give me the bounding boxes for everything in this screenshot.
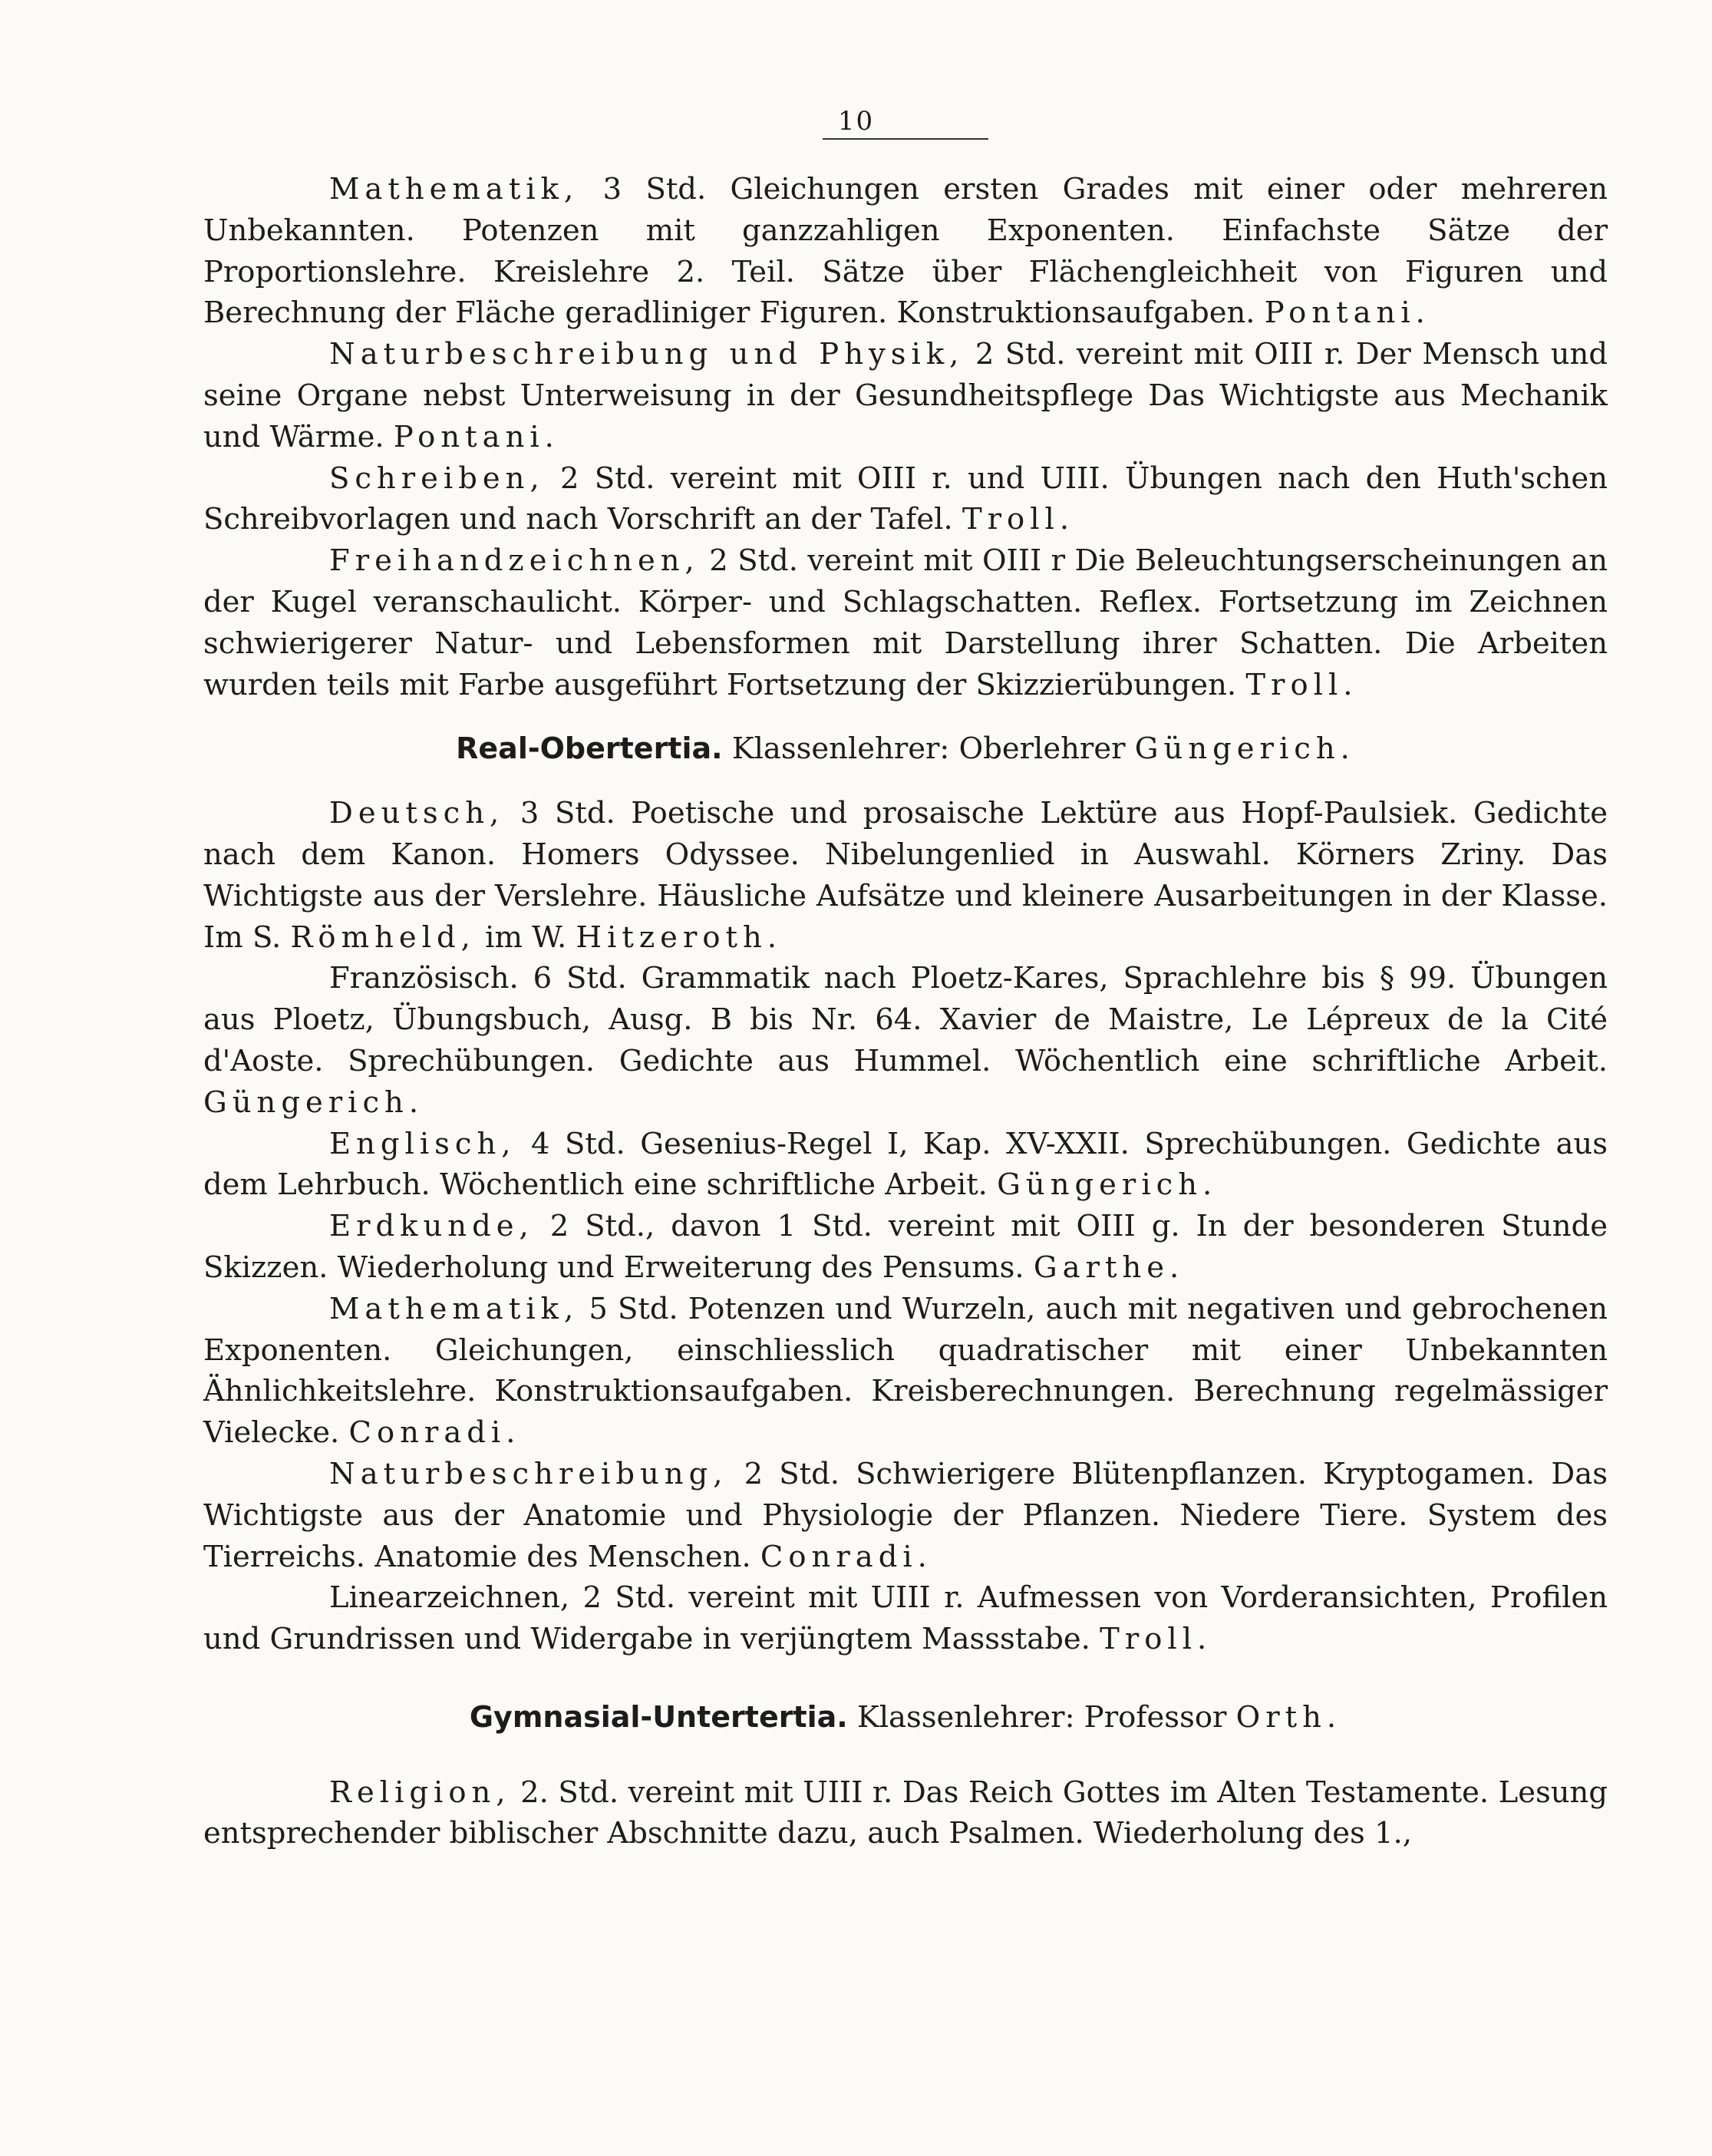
subject-name: Linearzeichnen, <box>329 1580 570 1616</box>
teacher-name: Güngerich. <box>203 1085 424 1120</box>
paragraph-text: 3 Std. Gleichungen ersten Grades mit einer oder mehreren Unbekannten. Potenzen mit ganzzahligen Exponenten. Einfachste Sätze der Proportionslehre. Kreislehre 2. Teil. Sätze über Flächengleichheit von Figuren und Berechnung der Fläche geradliniger Figuren. Konstruktionsaufgaben. <box>203 172 1608 331</box>
paragraph-religion <box>203 1772 1608 1855</box>
teacher-name: Troll. <box>962 502 1075 537</box>
class-teacher-name: Güngerich. <box>1134 731 1355 767</box>
subject-name: Freihandzeichnen, <box>329 543 700 579</box>
paragraph-text: 2 Std. vereint mit OIII r. und UIII. Übungen nach den Huth'schen Schreibvorlagen und nach Vorschrift an der Tafel. <box>203 461 1608 537</box>
teacher-name: Conradi. <box>348 1415 521 1451</box>
subject-name: Mathematik, <box>329 1291 579 1326</box>
paragraph-text: im W. <box>475 920 576 955</box>
page-body <box>203 169 1608 1854</box>
section-heading-text: Klassenlehrer: Professor <box>847 1699 1236 1735</box>
teacher-name: Garthe. <box>1033 1250 1185 1285</box>
paragraph-text: 4 Std. Gesenius-Regel I, Kap. XV-XXII. Sprechübungen. Gedichte aus dem Lehrbuch. Wöchentlich eine schriftliche Arbeit. <box>203 1126 1608 1203</box>
section-title: Gymnasial-Untertertia. <box>469 1699 848 1734</box>
header-rule <box>823 138 988 140</box>
subject-name: Deutsch, <box>329 796 505 831</box>
teacher-name: Güngerich. <box>997 1167 1218 1203</box>
paragraph-text: 2. Std. vereint mit UIII r. Das Reich Gottes im Alten Testamente. Lesung entsprechender biblischer Abschnitte dazu, auch Psalmen. Wiederholung des 1., <box>203 1775 1608 1851</box>
page-number: 10 <box>837 106 875 137</box>
paragraph-freihandzeichnen <box>203 540 1608 705</box>
paragraph-text: 2 Std. vereint mit UIII r. Aufmessen von Vorderansichten, Profilen und Grundrissen und Widergabe in verjüngtem Massstabe. <box>203 1580 1608 1657</box>
subject-name: Religion, <box>329 1775 511 1810</box>
paragraph-text: 2 Std. vereint mit OIII r. Der Mensch und seine Organe nebst Unterweisung in der Gesundheitspflege Das Wichtigste aus Mechanik und Wärme. <box>203 337 1608 454</box>
paragraph-naturbeschreibung-physik <box>203 334 1608 457</box>
teacher-name: Hitzeroth. <box>576 920 783 955</box>
subject-name: Naturbeschreibung und Physik, <box>329 337 965 372</box>
section-heading-real-obertertia <box>203 728 1608 770</box>
paragraph-erdkunde <box>203 1206 1608 1289</box>
teacher-name: Troll. <box>1100 1622 1212 1657</box>
section-heading-gymnasial-untertertia <box>203 1697 1608 1738</box>
section-heading-text: Klassenlehrer: Oberlehrer <box>722 731 1135 767</box>
paragraph-mathematik-5 <box>203 1289 1608 1454</box>
teacher-name: Pontani. <box>393 419 559 454</box>
subject-name: Erdkunde, <box>329 1209 534 1244</box>
paragraph-text: 2 Std. vereint mit OIII r Die Beleuchtungserscheinungen an der Kugel veranschaulicht. Körper- und Schlagschatten. Reflex. Fortsetzung im Zeichnen schwierigerer Natur- und Lebensformen mit Darstellung ihrer Schatten. Die Arbeiten wurden teils mit Farbe ausgeführt Fortsetzung der Skizzierübungen. <box>203 543 1608 702</box>
paragraph-text: 2 Std. Schwierigere Blütenpflanzen. Kryptogamen. Das Wichtigste aus der Anatomie und Physiologie der Pflanzen. Niedere Tiere. System des Tierreichs. Anatomie des Menschen. <box>203 1456 1608 1574</box>
class-teacher-name: Orth. <box>1235 1699 1342 1735</box>
paragraph-text: 3 Std. Poetische und prosaische Lektüre aus Hopf-Paulsiek. Gedichte nach dem Kanon. Homers Odyssee. Nibelungenlied in Auswahl. Körners Zriny. Das Wichtigste aus der Verslehre. Häusliche Aufsätze und kleinere Ausarbeitungen in der Klasse. Im S. <box>203 796 1608 955</box>
paragraph-text: 6 Std. Grammatik nach Ploetz-Kares, Sprachlehre bis § 99. Übungen aus Ploetz, Übungsbuch, Ausg. B bis Nr. 64. Xavier de Maistre, Le Lépreux de la Cité d'Aoste. Sprechübungen. Gedichte aus Hummel. Wöchentlich eine schriftliche Arbeit. <box>203 961 1608 1078</box>
section-title: Real-Obertertia. <box>456 731 723 766</box>
paragraph-text: 2 Std., davon 1 Std. vereint mit OIII g. In der besonderen Stunde Skizzen. Wiederholung und Erweiterung des Pensums. <box>203 1209 1608 1285</box>
paragraph-naturbeschreibung <box>203 1454 1608 1577</box>
paragraph-schreiben <box>203 458 1608 541</box>
paragraph-franzoesisch <box>203 958 1608 1123</box>
teacher-name: Pontani. <box>1264 296 1430 331</box>
teacher-name: Conradi. <box>760 1539 932 1574</box>
paragraph-mathematik-3 <box>203 169 1608 334</box>
subject-name: Mathematik, <box>329 172 579 206</box>
teacher-name: Römheld, <box>290 920 476 955</box>
subject-name: Französisch. <box>329 961 519 996</box>
subject-name: Schreiben, <box>329 461 545 496</box>
paragraph-text: 5 Std. Potenzen und Wurzeln, auch mit negativen und gebrochenen Exponenten. Gleichungen, einschliesslich quadratischer mit einer Unbekannten Ähnlichkeitslehre. Konstruktionsaufgaben. Kreisberechnungen. Berechnung regelmässiger Vielecke. <box>203 1291 1608 1451</box>
subject-name: Naturbeschreibung, <box>329 1456 728 1491</box>
paragraph-linearzeichnen <box>203 1577 1608 1660</box>
paragraph-deutsch <box>203 793 1608 958</box>
paragraph-englisch <box>203 1124 1608 1207</box>
teacher-name: Troll. <box>1245 667 1358 702</box>
subject-name: Englisch, <box>329 1126 516 1161</box>
